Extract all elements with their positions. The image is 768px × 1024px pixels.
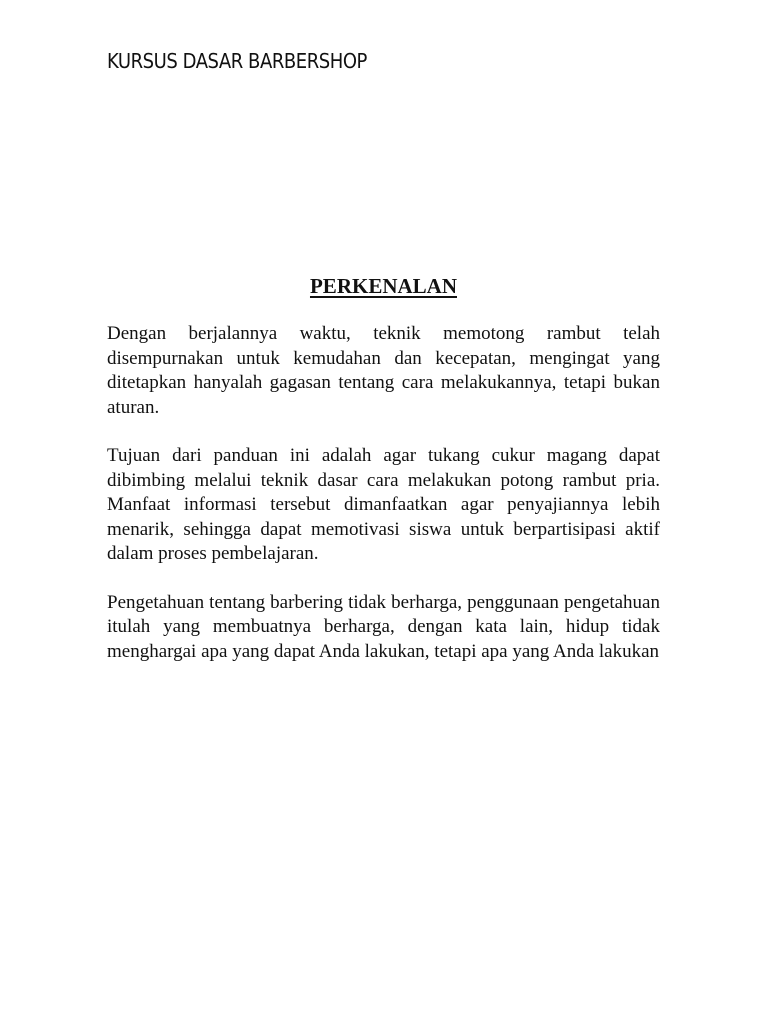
paragraph-2: Tujuan dari panduan ini adalah agar tukang cukur magang dapat dibimbing melalui teknik dasar cara melakukan potong rambut pria. Manfaat informasi tersebut dimanfaatkan agar penyajiannya lebih menarik, sehingga dapat memotivasi siswa untuk berpartisipasi aktif dalam proses pembelajaran. xyxy=(107,445,660,564)
document-header: KURSUS DASAR BARBERSHOP xyxy=(107,49,367,73)
paragraph-3: Pengetahuan tentang barbering tidak berharga, penggunaan pengetahuan itulah yang membuatnya berharga, dengan kata lain, hidup tidak menghargai apa yang dapat Anda lakukan, tetapi apa yang Anda lakukan xyxy=(107,591,660,662)
paragraph-1: Dengan berjalannya waktu, teknik memotong rambut telah disempurnakan untuk kemudahan dan kecepatan, mengingat yang ditetapkan hanyalah gagasan tentang cara melakukannya, tetapi bukan aturan. xyxy=(107,323,660,418)
document-body xyxy=(107,322,660,688)
page-title: PERKENALAN xyxy=(309,274,457,298)
